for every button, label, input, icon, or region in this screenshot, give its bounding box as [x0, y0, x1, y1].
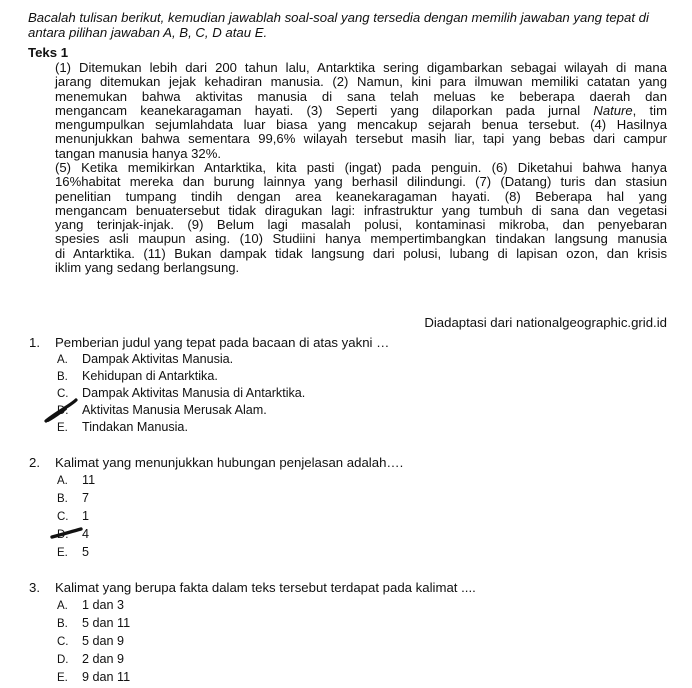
option-text: 5: [82, 545, 90, 559]
option-letter: A.: [57, 354, 68, 366]
question-3-option-d[interactable]: [57, 651, 124, 668]
option-letter: B.: [57, 371, 68, 383]
journal-name: Nature: [593, 102, 633, 118]
paragraph-line: menunjukkan bahwa sementara 99,6% wilayah tersebut masih liar, tapi yang bebas dari campur: [55, 131, 667, 147]
option-text: Aktivitas Manusia Merusak Alam.: [82, 403, 267, 417]
option-letter: E.: [57, 672, 68, 684]
paragraph-line: penelitian tumpang tindih dengan area keanekaragaman hayati. (8) Beberapa hal yang: [55, 188, 667, 204]
option-text: Dampak Aktivitas Manusia di Antarktika.: [82, 386, 306, 400]
option-letter: D.: [57, 405, 69, 417]
paragraph-line: yang terinjak-injak. (9) Belum lagi masalah polusi, kontaminasi mikroba, dan penyebaran: [55, 217, 667, 233]
question-3-option-b[interactable]: [57, 615, 130, 632]
option-letter: C.: [57, 636, 69, 648]
option-letter: D.: [57, 654, 69, 666]
option-text: 11: [82, 473, 96, 487]
question-3-option-e[interactable]: [57, 669, 130, 686]
option-text: Tindakan Manusia.: [82, 420, 188, 434]
option-text: 4: [82, 527, 90, 541]
question-1-text: Pemberian judul yang tepat pada bacaan di atas yakni …: [55, 335, 390, 350]
paragraph-line: mengumpulkan sejumlahdata luar biasa yang mencakup sejarah benua tersebut. (4) Hasilnya: [55, 117, 667, 133]
option-text: 5 dan 11: [82, 616, 131, 630]
question-3-option-c[interactable]: [57, 633, 124, 650]
paragraph-line: spesies asli maupun asing. (10) Studiini hanya mempertimbangkan tindakan langsung manusia: [55, 231, 667, 247]
option-letter: A.: [57, 475, 68, 487]
question-2-number: 2.: [29, 455, 40, 470]
question-3-text: Kalimat yang berupa fakta dalam teks tersebut terdapat pada kalimat ....: [55, 580, 476, 595]
option-text: Kehidupan di Antarktika.: [82, 369, 218, 383]
question-2-option-e[interactable]: [57, 544, 89, 561]
instruction-text: Bacalah tulisan berikut, kemudian jawablah soal-soal yang tersedia dengan memilih jawaban yang tepat di antara pilihan jawaban A, B, C, D atau E.: [28, 10, 649, 40]
paragraph-2: [55, 161, 667, 275]
question-2-text: Kalimat yang menunjukkan hubungan penjelasan adalah….: [55, 455, 404, 470]
option-text: Dampak Aktivitas Manusia.: [82, 352, 234, 366]
paragraph-line: (5) Ketika memikirkan Antarktika, kita pasti (ingat) pada penguin. (6) Diketahui bahwa hanya: [55, 160, 667, 175]
option-text: 1 dan 3: [82, 598, 125, 612]
question-1-option-b[interactable]: [57, 368, 218, 385]
paragraph-line: iklim yang sedang berlangsung.: [55, 260, 240, 276]
pen-strike-icon: [50, 524, 84, 542]
option-text: 1: [82, 509, 90, 523]
pen-mark-check-icon: [44, 397, 78, 425]
paragraph-line: (1) Ditemukan lebih dari 200 tahun lalu, Antarktika sering digambarkan sebagai wilayah di mana: [55, 60, 667, 75]
option-letter: E.: [57, 547, 68, 559]
question-3-number: 3.: [29, 580, 40, 595]
paragraph-line: menemukan bahwa aktivitas manusia di sana telah meluas ke beberapa daerah dan: [55, 88, 667, 104]
source-citation: Diadaptasi dari nationalgeographic.grid.id: [424, 315, 667, 330]
option-letter: B.: [57, 493, 68, 505]
paragraph-1: [55, 61, 667, 161]
question-1-number: 1.: [29, 335, 40, 350]
text-title: Teks 1: [28, 45, 69, 60]
paragraph-line: 16%habitat mereka dan burung lainnya yang berhasil dilindungi. (7) (Datang) turis dan stasiun: [55, 174, 667, 190]
paragraph-line: mengancam keanekaragaman hayati. (3) Seperti yang dilaporkan pada jurnal Nature, tim: [55, 102, 667, 118]
question-1-option-a[interactable]: [57, 351, 233, 368]
option-letter: C.: [57, 511, 69, 523]
paragraph-line: jarang ditemukan jejak kehadiran manusia. (2) Namun, kini para ilmuwan memiliki catatan yang: [55, 74, 667, 90]
option-letter: C.: [57, 388, 69, 400]
question-1-option-d[interactable]: [57, 402, 267, 419]
question-1-option-c[interactable]: [57, 385, 305, 402]
question-2-option-a[interactable]: [57, 472, 95, 489]
option-text: 5 dan 9: [82, 634, 125, 648]
question-2-option-b[interactable]: [57, 490, 89, 507]
option-letter: A.: [57, 600, 68, 612]
option-text: 2 dan 9: [82, 652, 125, 666]
paragraph-line: mengancam benuatersebut tidak diragukan lagi: infrastruktur yang tumbuh di sana dan vegetasi: [55, 202, 667, 218]
question-3-option-a[interactable]: [57, 597, 124, 614]
option-letter: E.: [57, 422, 68, 434]
option-letter: B.: [57, 618, 68, 630]
option-text: 7: [82, 491, 90, 505]
paragraph-line: tangan manusia hanya 32%.: [55, 145, 221, 161]
paragraph-line: di Antarktika. (11) Bukan dampak tidak langsung dari polusi, lubang di lapisan ozon, dan krisis: [55, 245, 667, 261]
option-letter: D.: [57, 529, 69, 541]
question-2-option-c[interactable]: [57, 508, 89, 525]
option-text: 9 dan 11: [82, 670, 131, 684]
